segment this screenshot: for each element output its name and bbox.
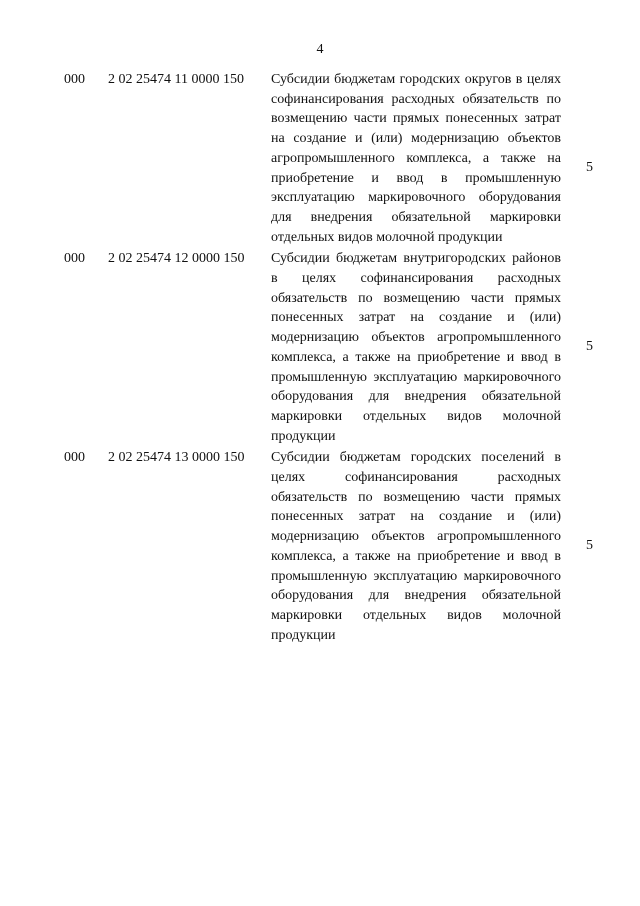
budget-classification-code: 2 02 25474 11 0000 150 [108,72,244,87]
income-description: Субсидии бюджетам городских поселений в целях софинансирования расходных обязательств по возмещению части прямых понесенных затрат на создание и (или) модернизацию объектов агропромышленного комплекса, а также на приобретение и ввод в промышленную эксплуатацию маркировочного оборудования для внедрения обязательной маркировки отдельных видов молочной продукции [271,450,561,643]
admin-code: 000 [64,450,85,466]
amount-value: 5 [586,160,593,175]
admin-code: 000 [64,72,85,87]
admin-code: 000 [64,251,85,267]
table-row [0,70,640,247]
income-description: Субсидии бюджетам городских округов в целях софинансирования расходных обязательств по возмещению части прямых понесенных затрат на создание и (или) модернизацию объектов агропромышленного комплекса, а также на приобретение и ввод в промышленную эксплуатацию маркировочного оборудования для внедрения обязательной маркировки отдельных видов молочной продукции [271,72,561,245]
budget-classification-code: 2 02 25474 12 0000 150 [108,251,245,267]
page-number: 4 [316,42,324,57]
table-row [0,448,640,645]
table-row [0,249,640,446]
amount-value: 5 [586,339,593,355]
amount-value: 5 [586,538,593,554]
budget-table [0,70,640,647]
income-description: Субсидии бюджетам внутригородских районов в целях софинансирования расходных обязательств по возмещению части прямых понесенных затрат на создание и (или) модернизацию объектов агропромышленного комплекса, а также на приобретение и ввод в промышленную эксплуатацию маркировочного оборудования для внедрения обязательной маркировки отдельных видов молочной продукции [271,251,561,444]
budget-classification-code: 2 02 25474 13 0000 150 [108,450,245,466]
